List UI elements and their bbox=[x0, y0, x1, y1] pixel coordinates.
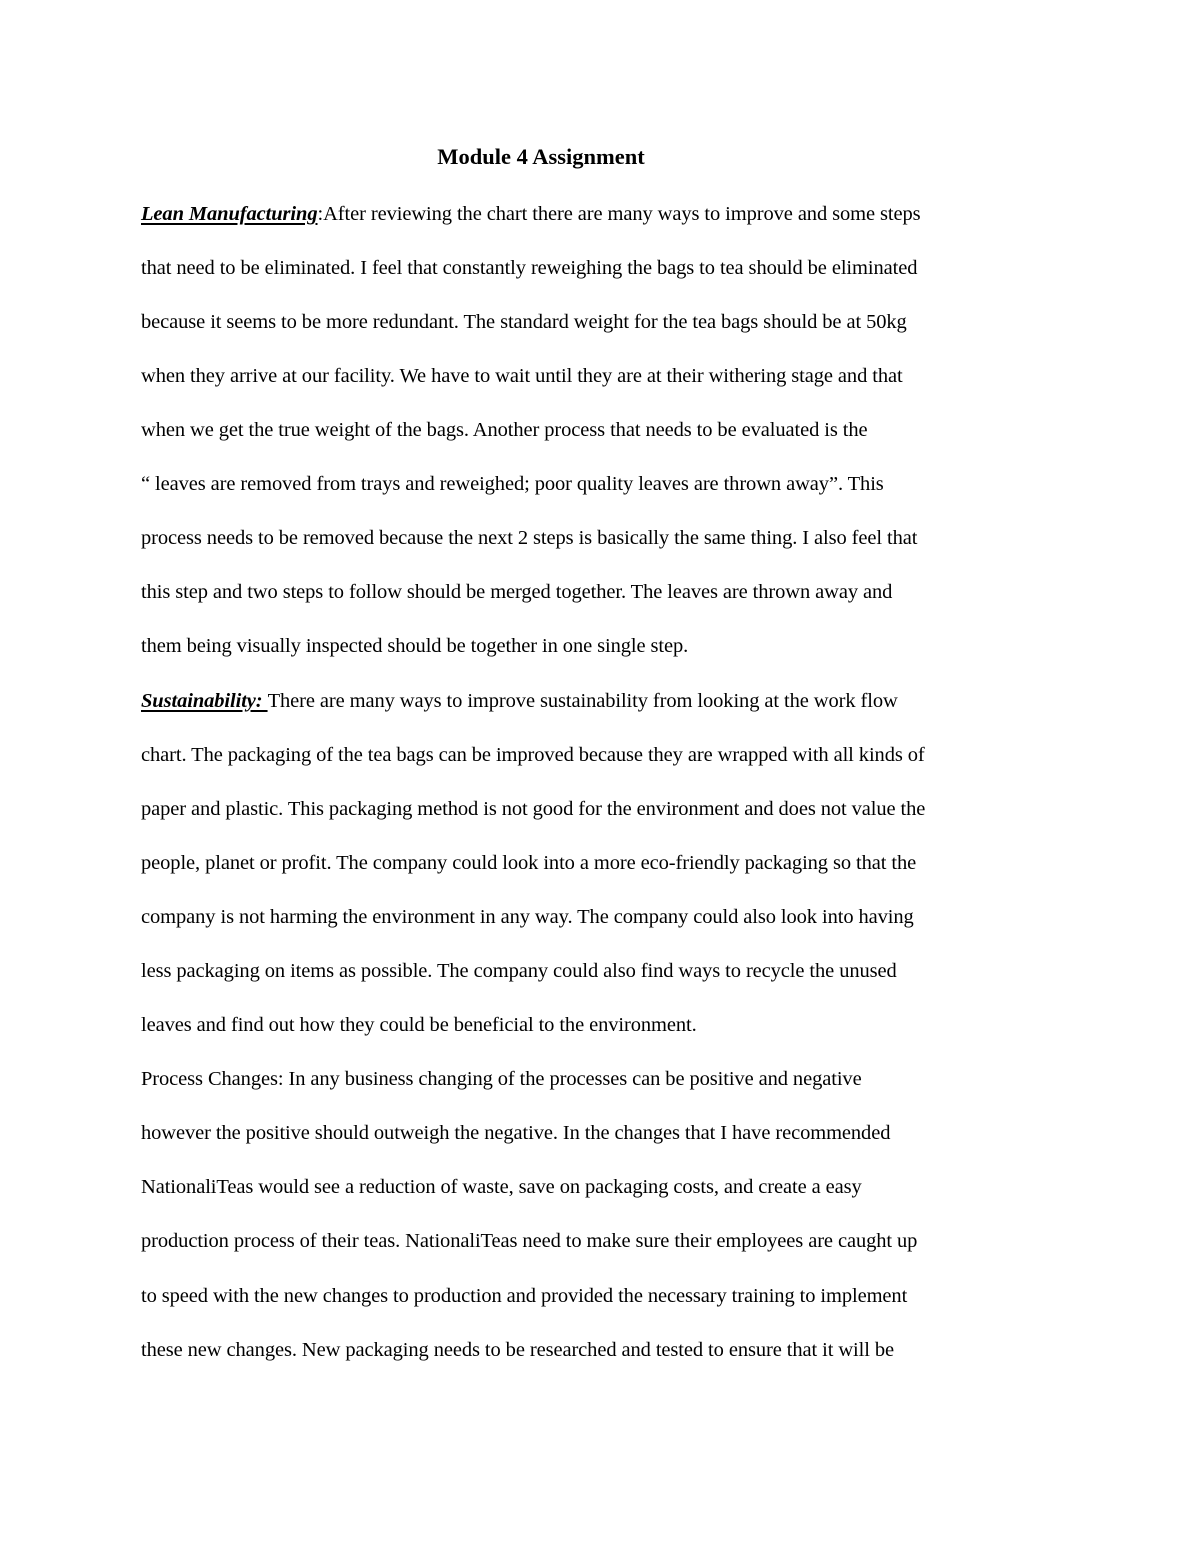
process-line-5: to speed with the new changes to production and provided the necessary training to implement bbox=[141, 1285, 908, 1307]
lean-line-1-text: After reviewing the chart there are many ways to improve and some steps bbox=[323, 203, 921, 225]
lean-line-7: process needs to be removed because the next 2 steps is basically the same thing. I also feel that bbox=[141, 527, 918, 549]
lean-line-9: them being visually inspected should be together in one single step. bbox=[141, 635, 689, 657]
process-line-4: production process of their teas. NationaliTeas need to make sure their employees are caught up bbox=[141, 1230, 918, 1252]
document-title: Module 4 Assignment bbox=[437, 144, 645, 169]
sustainability-line-1 bbox=[141, 686, 898, 716]
process-line-1: Process Changes: In any business changing of the processes can be positive and negative bbox=[141, 1068, 862, 1090]
sustainability-line-3: paper and plastic. This packaging method is not good for the environment and does not value the bbox=[141, 798, 926, 820]
lean-line-3: because it seems to be more redundant. The standard weight for the tea bags should be at 50kg bbox=[141, 311, 907, 333]
process-line-3: NationaliTeas would see a reduction of waste, save on packaging costs, and create a easy bbox=[141, 1176, 862, 1198]
lean-line-1 bbox=[141, 199, 921, 229]
process-line-2: however the positive should outweigh the negative. In the changes that I have recommended bbox=[141, 1122, 891, 1144]
lean-line-2: that need to be eliminated. I feel that constantly reweighing the bags to tea should be eliminated bbox=[141, 257, 918, 279]
sustainability-line-2: chart. The packaging of the tea bags can be improved because they are wrapped with all kinds of bbox=[141, 744, 925, 766]
sustainability-line-4: people, planet or profit. The company could look into a more eco-friendly packaging so that the bbox=[141, 852, 917, 874]
lean-line-6: “ leaves are removed from trays and reweighed; poor quality leaves are thrown away”. This bbox=[141, 473, 884, 495]
lean-heading-separator: : bbox=[317, 203, 324, 225]
lean-line-4: when they arrive at our facility. We have to wait until they are at their withering stage and that bbox=[141, 365, 903, 387]
sustainability-heading: Sustainability: bbox=[141, 690, 268, 712]
sustainability-line-7: leaves and find out how they could be beneficial to the environment. bbox=[141, 1014, 697, 1036]
sustainability-line-6: less packaging on items as possible. The company could also find ways to recycle the unused bbox=[141, 960, 897, 982]
process-line-6: these new changes. New packaging needs to be researched and tested to ensure that it will be bbox=[141, 1339, 895, 1361]
lean-line-8: this step and two steps to follow should be merged together. The leaves are thrown away and bbox=[141, 581, 893, 603]
sustainability-line-1-text: There are many ways to improve sustainability from looking at the work flow bbox=[267, 690, 898, 712]
lean-heading: Lean Manufacturing bbox=[141, 203, 318, 225]
lean-line-5: when we get the true weight of the bags. Another process that needs to be evaluated is the bbox=[141, 419, 868, 441]
sustainability-line-5: company is not harming the environment in any way. The company could also look into having bbox=[141, 906, 914, 928]
